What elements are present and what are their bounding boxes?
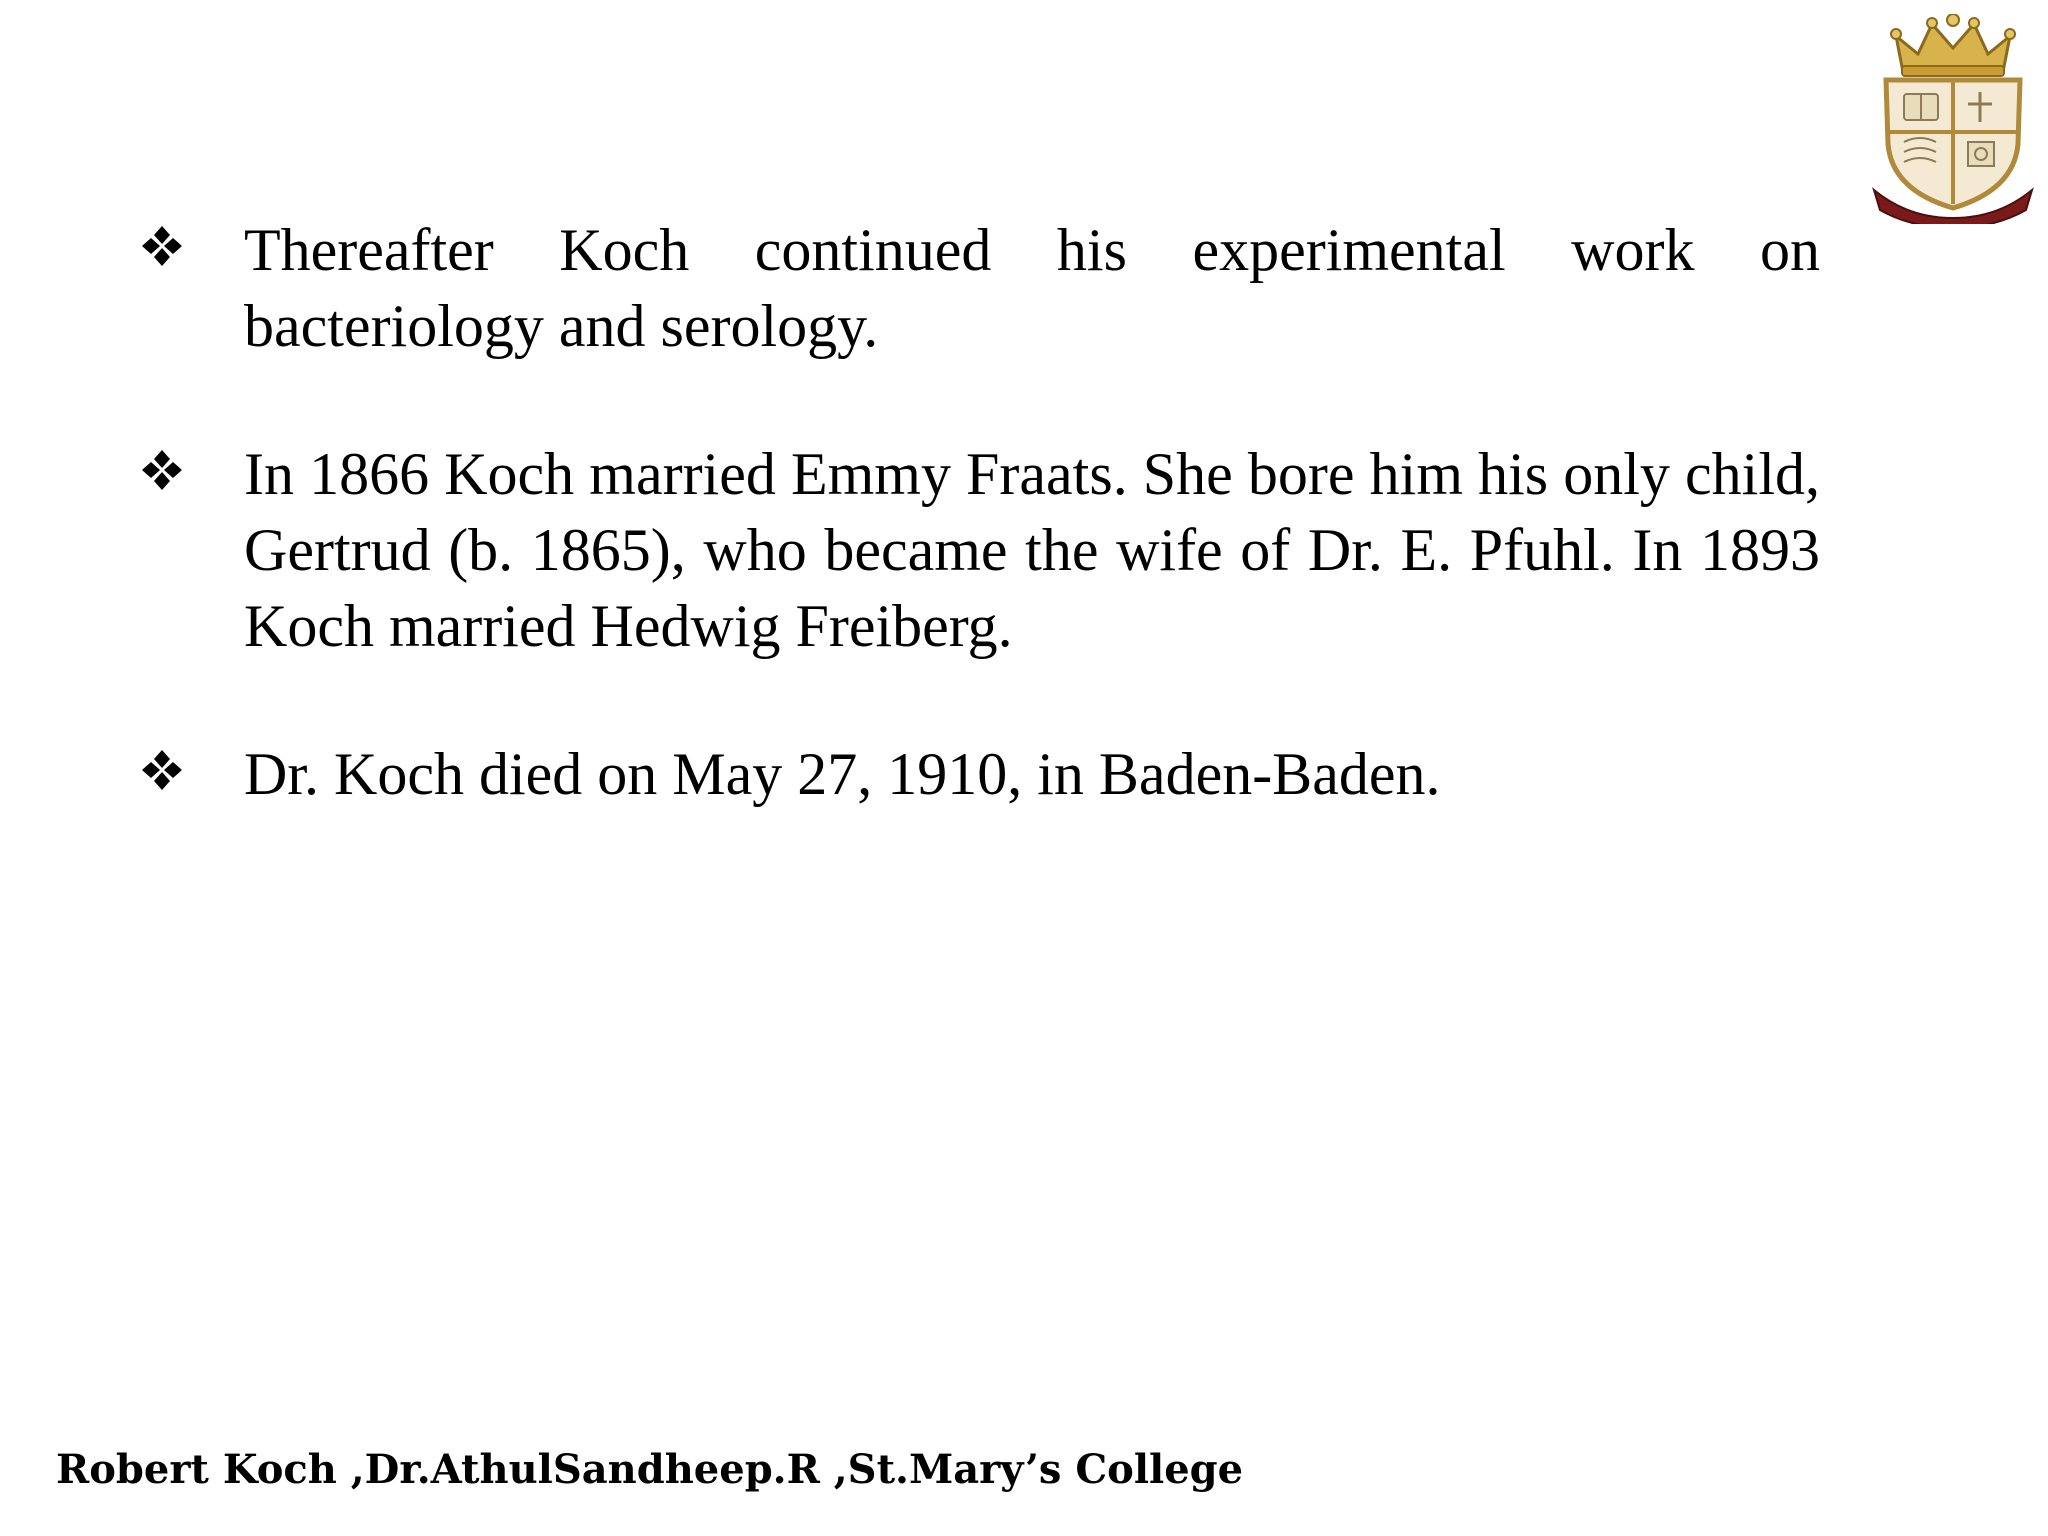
bullet-item bbox=[140, 436, 1820, 664]
four-diamond-bullet-icon bbox=[140, 448, 184, 492]
bullet-text: In 1866 Koch married Emmy Fraats. She bore him his only child, Gertrud (b. 1865), who became the wife of Dr. E. Pfuhl. In 1893 Koch married Hedwig Freiberg. bbox=[244, 441, 1820, 659]
four-diamond-bullet-icon bbox=[140, 224, 184, 268]
crown-icon bbox=[1891, 14, 2015, 76]
college-crest-icon bbox=[1868, 14, 2038, 224]
bullet-item bbox=[140, 736, 1820, 812]
shield-icon bbox=[1886, 80, 2020, 208]
bullet-text: Dr. Koch died on May 27, 1910, in Baden-Baden. bbox=[244, 741, 1441, 807]
slide-footer: Robert Koch ,Dr.AthulSandheep.R ,St.Mary’s College bbox=[56, 1446, 1244, 1493]
bullet-item bbox=[140, 212, 1820, 364]
bullet-list bbox=[140, 212, 1820, 884]
bullet-text: Thereafter Koch continued his experimental work on bacteriology and serology. bbox=[244, 217, 1820, 359]
four-diamond-bullet-icon bbox=[140, 748, 184, 792]
